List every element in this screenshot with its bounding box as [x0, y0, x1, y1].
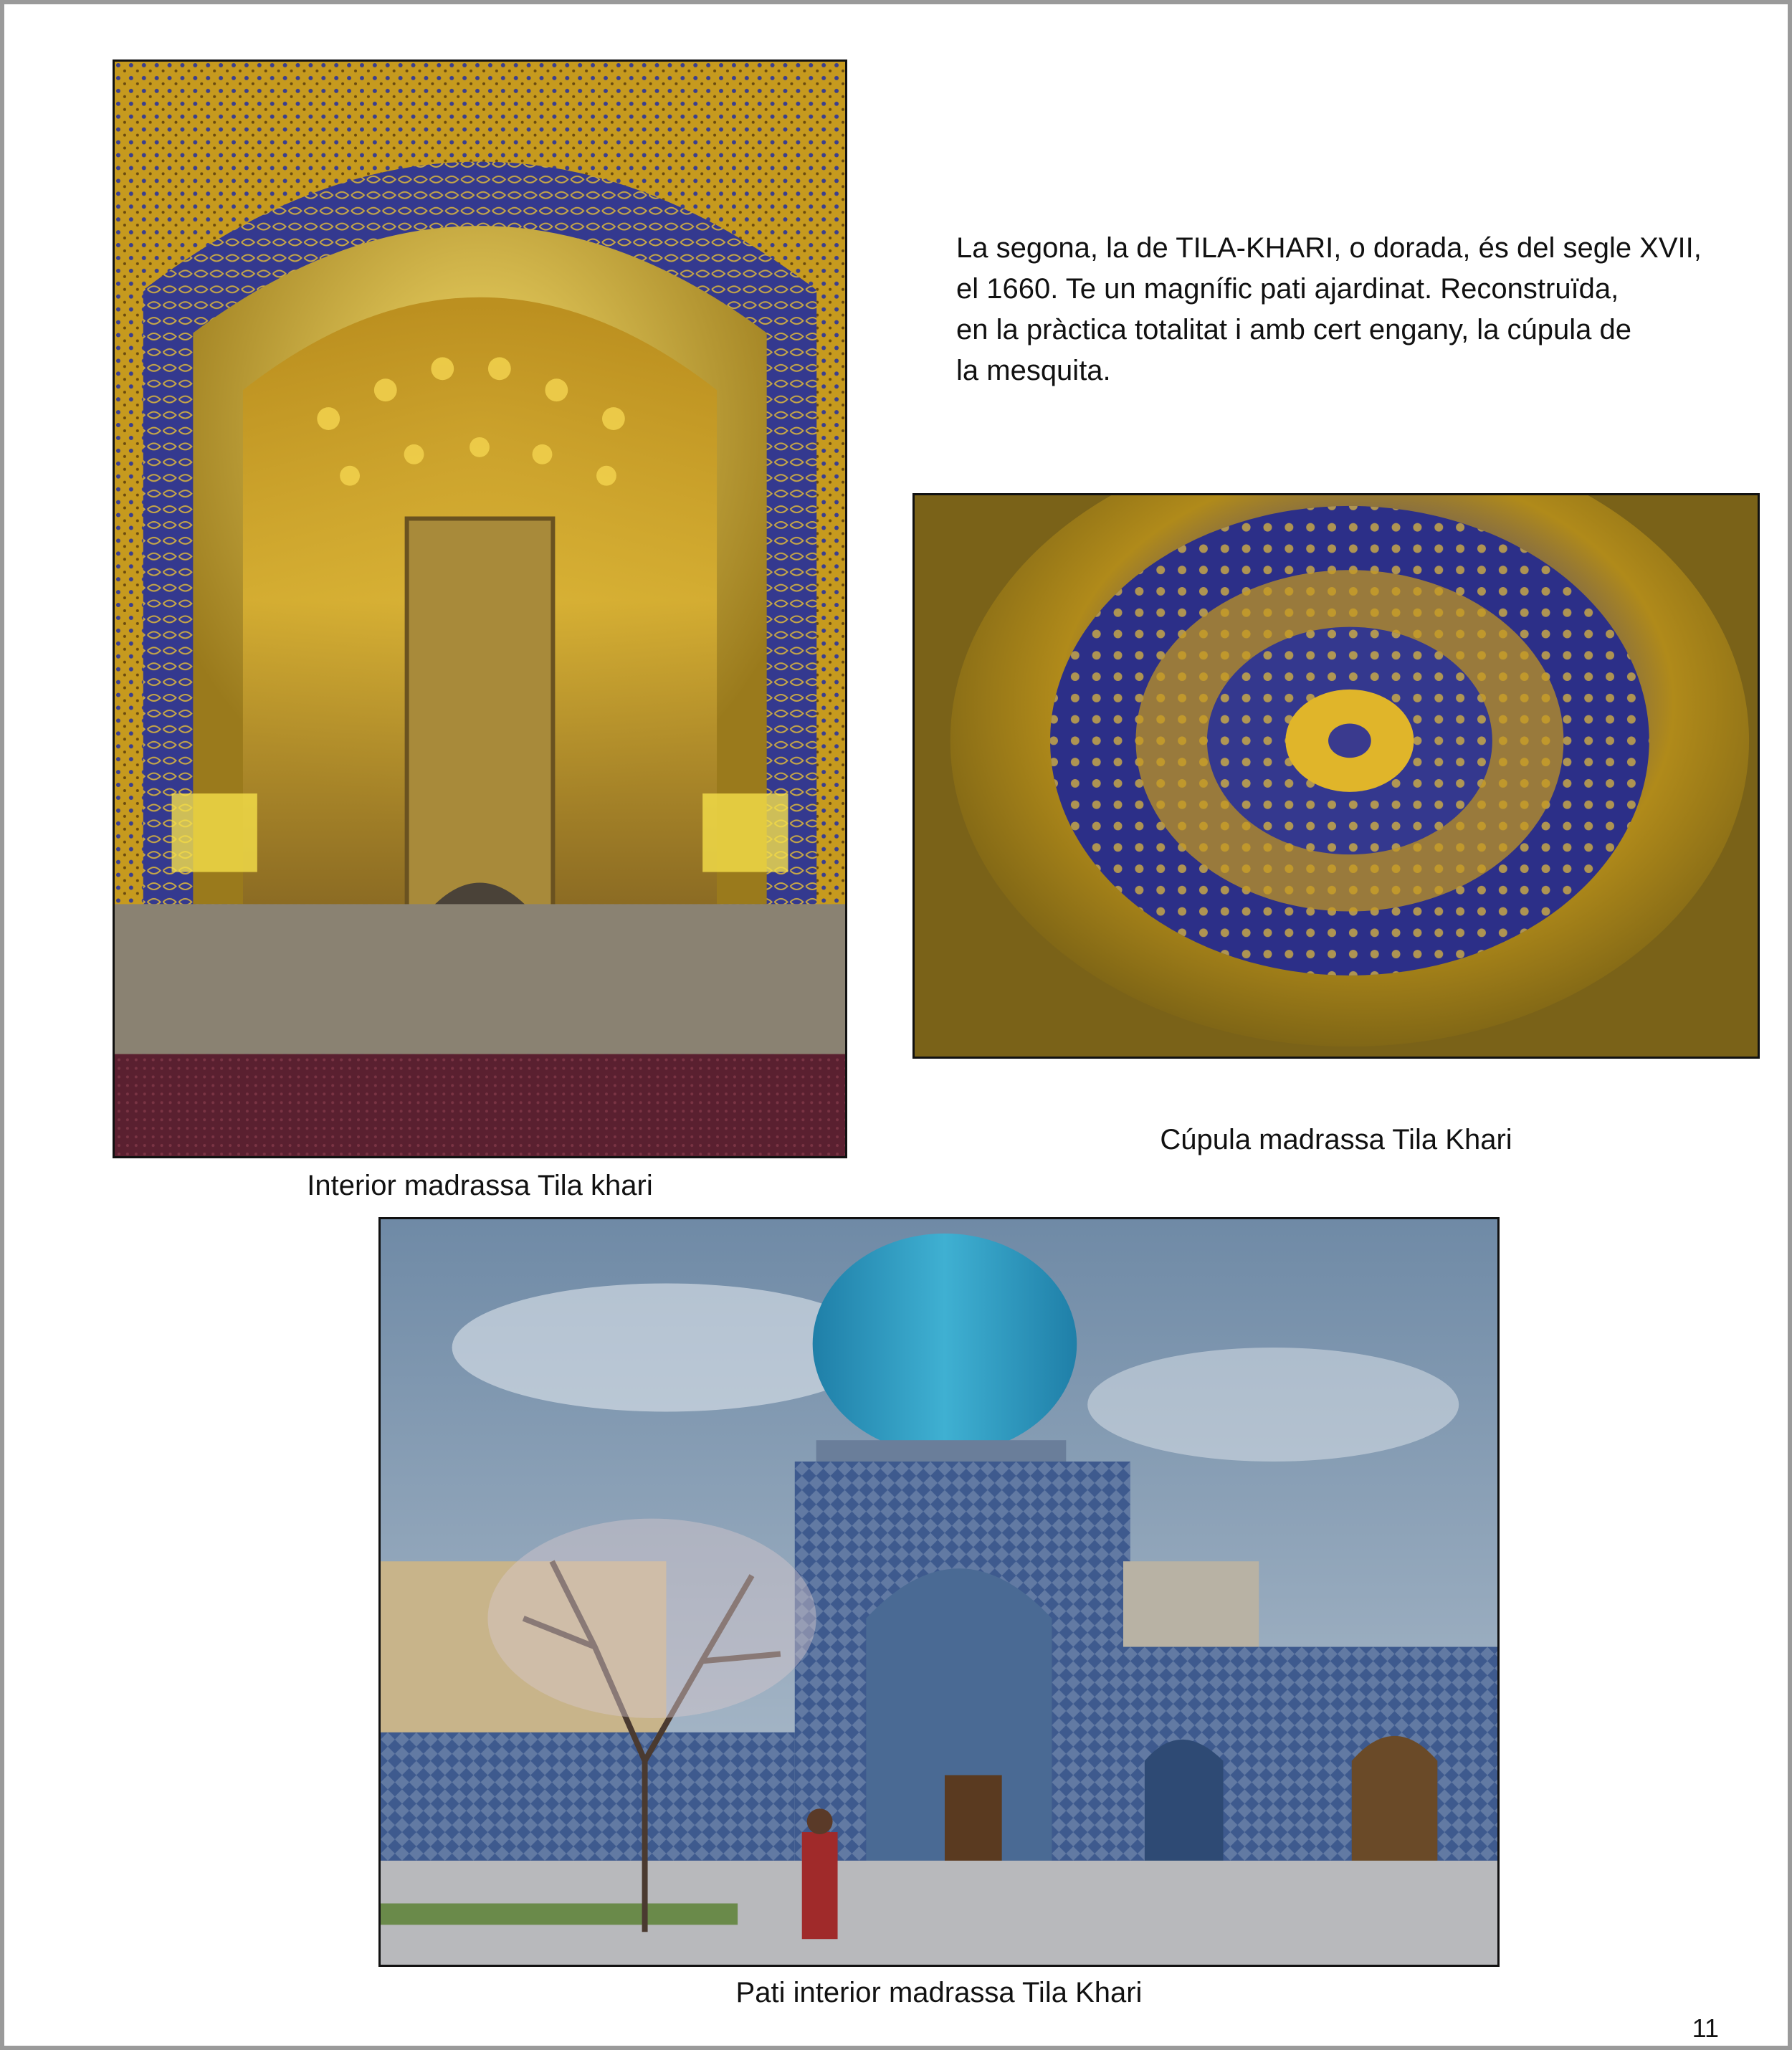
- intro-text: [956, 228, 1738, 391]
- intro-line: la mesquita.: [956, 355, 1111, 386]
- courtyard-caption: Pati interior madrassa Tila Khari: [735, 1977, 1143, 2008]
- interior-caption: Interior madrassa Tila khari: [307, 1170, 653, 1201]
- interior-photo: [113, 59, 847, 1158]
- intro-line: en la pràctica totalitat i amb cert engany, la cúpula de: [956, 314, 1632, 345]
- dome-photo: [912, 493, 1760, 1059]
- interior-image: [115, 62, 845, 1156]
- dome-image: [915, 495, 1758, 1057]
- intro-line: La segona, la de TILA-KHARI, o dorada, és del segle XVII,: [956, 232, 1702, 264]
- courtyard-image: [381, 1219, 1497, 1965]
- page-number: 11: [1692, 2013, 1719, 2043]
- courtyard-photo: [378, 1217, 1500, 1967]
- intro-line: el 1660. Te un magnífic pati ajardinat. Reconstruïda,: [956, 273, 1619, 305]
- dome-caption: Cúpula madrassa Tila Khari: [1160, 1124, 1512, 1155]
